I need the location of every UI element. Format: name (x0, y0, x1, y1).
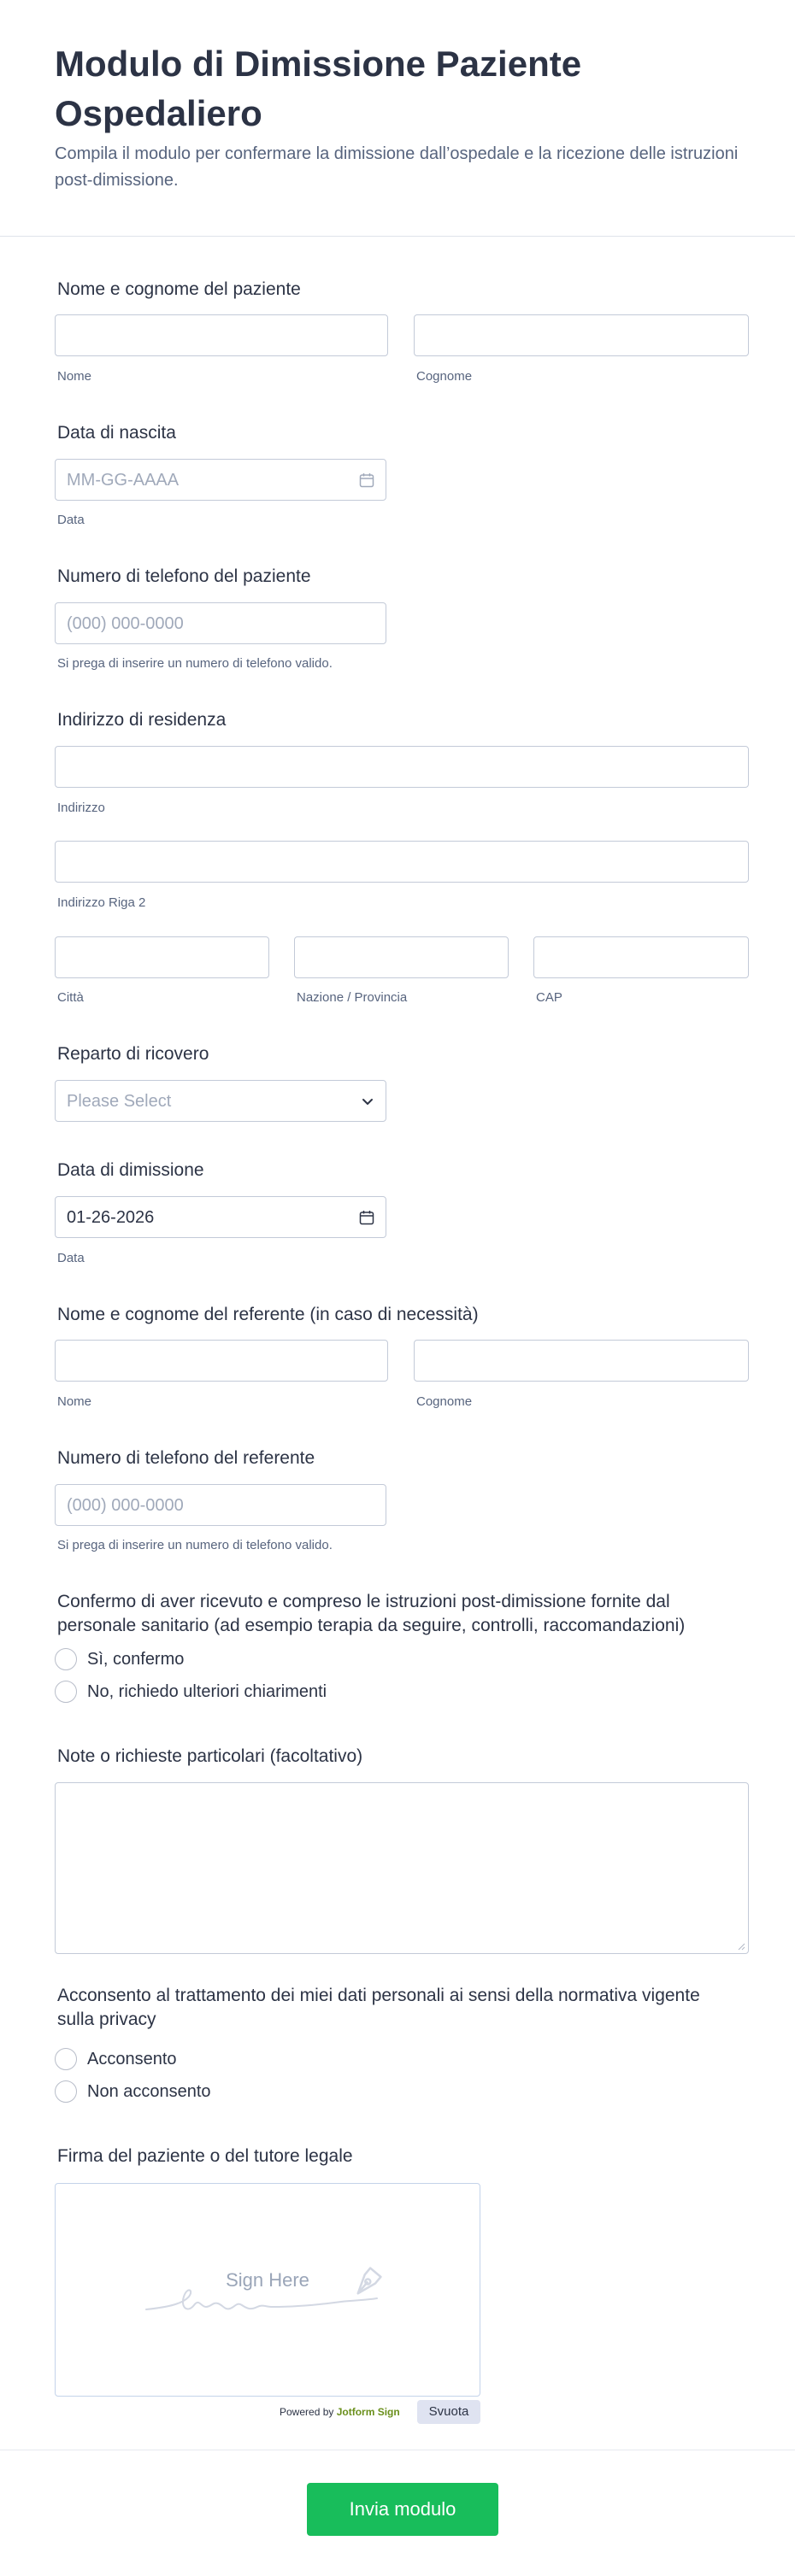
instructions-confirm-label (57, 1590, 758, 1638)
signature-pad[interactable] (55, 2183, 480, 2397)
contact-phone-sublabel: Si prega di inserire un numero di telefono valido. (57, 1538, 333, 1552)
patient-phone-input[interactable] (55, 602, 386, 644)
powered-by (280, 2405, 400, 2419)
discharge-date-value: 01-26-2026 (67, 1208, 155, 1227)
radio-option-label[interactable]: Acconsento (87, 2050, 177, 2068)
zip-input[interactable] (533, 936, 749, 978)
calendar-icon[interactable] (359, 472, 374, 488)
patient-last-name-sublabel: Cognome (416, 369, 473, 384)
powered-by-brand[interactable]: Jotform Sign (336, 2406, 400, 2418)
state-sublabel: Nazione / Provincia (297, 990, 408, 1005)
contact-phone-placeholder: (000) 000-0000 (67, 1496, 184, 1515)
ward-select-placeholder: Please Select (67, 1092, 172, 1111)
contact-last-name-input[interactable] (414, 1340, 749, 1382)
contact-phone-input[interactable] (55, 1484, 386, 1526)
address-line1-sublabel: Indirizzo (57, 801, 105, 815)
form-header (0, 0, 795, 237)
birth-date-sublabel: Data (57, 513, 85, 527)
contact-first-name-input[interactable] (55, 1340, 388, 1382)
city-sublabel: Città (57, 990, 84, 1005)
contact-phone-label: Numero di telefono del referente (57, 1448, 315, 1468)
privacy-label-line1: Acconsento al trattamento dei miei dati personali ai sensi della normativa vigente (57, 1986, 700, 2005)
signature-label: Firma del paziente o del tutore legale (57, 2146, 353, 2166)
address-label: Indirizzo di residenza (57, 710, 227, 730)
notes-label: Note o richieste particolari (facoltativo) (57, 1746, 363, 1766)
ward-select[interactable] (55, 1080, 386, 1122)
radio-circle[interactable] (55, 2080, 77, 2103)
form-title: Modulo di Dimissione Paziente Ospedaliero (55, 44, 582, 133)
calendar-icon[interactable] (359, 1210, 374, 1225)
patient-phone-label: Numero di telefono del paziente (57, 566, 311, 586)
clear-signature-button[interactable]: Svuota (417, 2400, 480, 2424)
discharge-date-label: Data di dimissione (57, 1160, 204, 1180)
privacy-label-line2: sulla privacy (57, 2010, 156, 2029)
state-input[interactable] (294, 936, 509, 978)
zip-sublabel: CAP (536, 990, 562, 1005)
notes-textarea[interactable] (55, 1782, 749, 1954)
discharge-date-sublabel: Data (57, 1251, 85, 1265)
address-line2-sublabel: Indirizzo Riga 2 (57, 895, 146, 910)
instructions-confirm-label-line2: personale sanitario (ad esempio terapia da seguire, controlli, raccomandazioni) (57, 1616, 686, 1635)
address-line1-input[interactable] (55, 746, 749, 788)
chevron-down-icon (361, 1094, 374, 1108)
patient-last-name-input[interactable] (414, 314, 749, 356)
submit-button[interactable]: Invia modulo (307, 2483, 498, 2536)
birth-date-input[interactable] (55, 459, 386, 501)
patient-first-name-sublabel: Nome (57, 369, 92, 384)
radio-circle[interactable] (55, 2048, 77, 2070)
privacy-label (57, 1984, 758, 2032)
radio-option-label[interactable]: Non acconsento (87, 2082, 211, 2101)
form-subtitle: Compila il modulo per confermare la dimissione dall’ospedale e la ricezione delle istruzioni post-dimissione. (55, 144, 739, 190)
instructions-confirm-label-line1: Confermo di aver ricevuto e compreso le istruzioni post-dimissione fornite dal (57, 1592, 670, 1611)
radio-option-label[interactable]: No, richiedo ulteriori chiarimenti (87, 1682, 327, 1701)
patient-phone-placeholder: (000) 000-0000 (67, 614, 184, 633)
patient-phone-sublabel: Si prega di inserire un numero di telefono valido. (57, 656, 333, 671)
address-line2-input[interactable] (55, 841, 749, 883)
contact-first-name-sublabel: Nome (57, 1394, 92, 1409)
radio-option-label[interactable]: Sì, confermo (87, 1650, 185, 1669)
birth-date-placeholder: MM-GG-AAAA (67, 471, 180, 490)
birth-date-label: Data di nascita (57, 423, 176, 443)
ward-label: Reparto di ricovero (57, 1044, 209, 1064)
contact-last-name-sublabel: Cognome (416, 1394, 473, 1409)
discharge-date-input[interactable] (55, 1196, 386, 1238)
signature-placeholder: Sign Here (226, 2269, 309, 2291)
patient-name-label: Nome e cognome del paziente (57, 279, 301, 299)
city-input[interactable] (55, 936, 269, 978)
powered-by-prefix: Powered by (280, 2406, 334, 2418)
patient-first-name-input[interactable] (55, 314, 388, 356)
radio-circle[interactable] (55, 1681, 77, 1703)
resize-handle-icon[interactable] (737, 1942, 745, 1951)
radio-circle[interactable] (55, 1648, 77, 1670)
contact-name-label: Nome e cognome del referente (in caso di necessità) (57, 1305, 479, 1324)
